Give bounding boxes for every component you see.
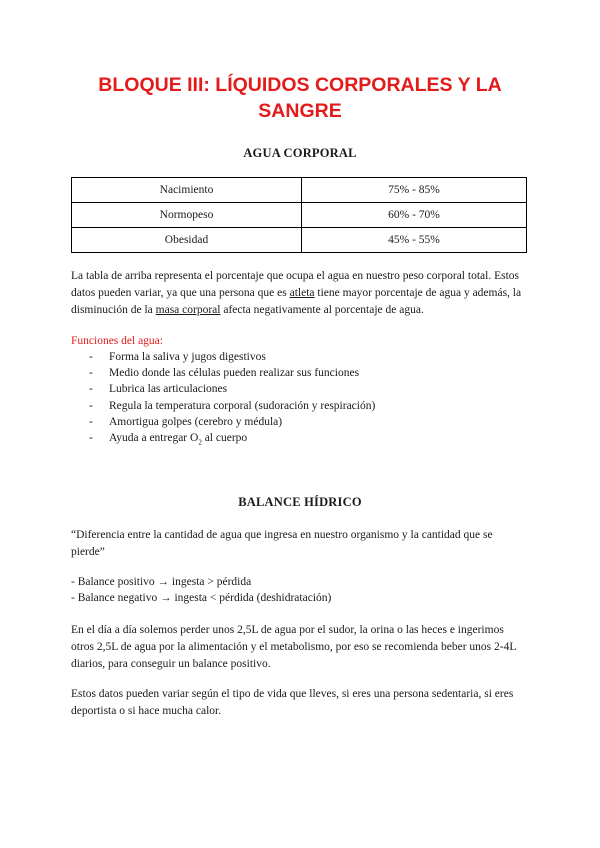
paragraph-text: afecta negativamente al porcentaje de agua. — [220, 304, 424, 316]
bullet-dash: - — [89, 383, 93, 396]
definition-quote: “Diferencia entre la cantidad de agua que ingresa en nuestro organismo y la cantidad que se pierde” — [71, 529, 493, 558]
table-row — [72, 178, 527, 203]
underlined-term-atleta: atleta — [289, 287, 315, 299]
list-item-text: al cuerpo — [201, 431, 248, 444]
list-item-text: Ayuda a entregar O — [109, 431, 199, 444]
list-item — [71, 398, 375, 414]
list-item — [71, 365, 375, 381]
section-heading-agua-corporal: AGUA CORPORAL — [243, 146, 357, 160]
underlined-term-masa-corporal: masa corporal — [155, 304, 221, 316]
list-item-text: Amortigua golpes (cerebro y médula) — [109, 415, 283, 428]
list-item — [71, 430, 375, 446]
list-item-text: Forma la saliva y jugos digestivos — [109, 351, 266, 363]
bullet-dash: - — [89, 399, 93, 412]
page-title: BLOQUE III: LÍQUIDOS CORPORALES Y LA SANGRE — [98, 74, 502, 122]
table-cell-value: 45% - 55% — [302, 228, 527, 253]
bullet-dash: - — [89, 351, 93, 363]
table-cell-value: 60% - 70% — [302, 203, 527, 228]
daily-water-paragraph: En el día a día solemos perder unos 2,5L de agua por el sudor, la orina o las heces e ingerimos otros 2,5L de agua por la alimentación y el metabolismo, por eso se recomienda beber unos 2-4L diarios, para conseguir un balance positivo. — [71, 624, 516, 670]
water-percentage-table — [71, 177, 527, 253]
table-cell-label: Nacimiento — [72, 178, 302, 203]
list-item — [71, 381, 375, 397]
functions-label: Funciones del agua: — [71, 335, 163, 347]
table-cell-label: Obesidad — [72, 228, 302, 253]
list-item-text: Regula la temperatura corporal (sudoración y respiración) — [109, 399, 376, 412]
table-row — [72, 228, 527, 253]
bullet-dash: - — [89, 415, 93, 428]
lifestyle-paragraph: Estos datos pueden variar según el tipo de vida que lleves, si eres una persona sedentaria, si eres deportista o si hace mucha calor. — [71, 688, 514, 717]
section-heading-balance-hidrico: BALANCE HÍDRICO — [238, 495, 362, 509]
bullet-dash: - — [89, 431, 93, 444]
paragraph-text: La tabla de arriba representa el porcentaje que ocupa el agua en nuestro peso corporal total. Estos datos pueden variar, ya que una persona que es — [71, 270, 519, 299]
table-cell-label: Normopeso — [72, 203, 302, 228]
functions-list — [71, 349, 375, 446]
balance-positive-line: - Balance positivo → ingesta > pérdida — [71, 576, 252, 588]
bullet-dash: - — [89, 367, 93, 380]
table-explanation-paragraph — [71, 268, 529, 319]
subscript-2: 2 — [198, 438, 202, 447]
list-item — [71, 349, 375, 365]
list-item — [71, 414, 375, 430]
table-cell-value: 75% - 85% — [302, 178, 527, 203]
list-item-text: Lubrica las articulaciones — [109, 383, 228, 396]
paragraph-text: tiene mayor porcentaje de agua y además, la disminución de la — [71, 287, 522, 316]
table-row — [72, 203, 527, 228]
list-item-text: Medio donde las células pueden realizar sus funciones — [109, 367, 360, 380]
balance-negative-line: - Balance negativo → ingesta < pérdida (deshidratación) — [71, 592, 332, 604]
